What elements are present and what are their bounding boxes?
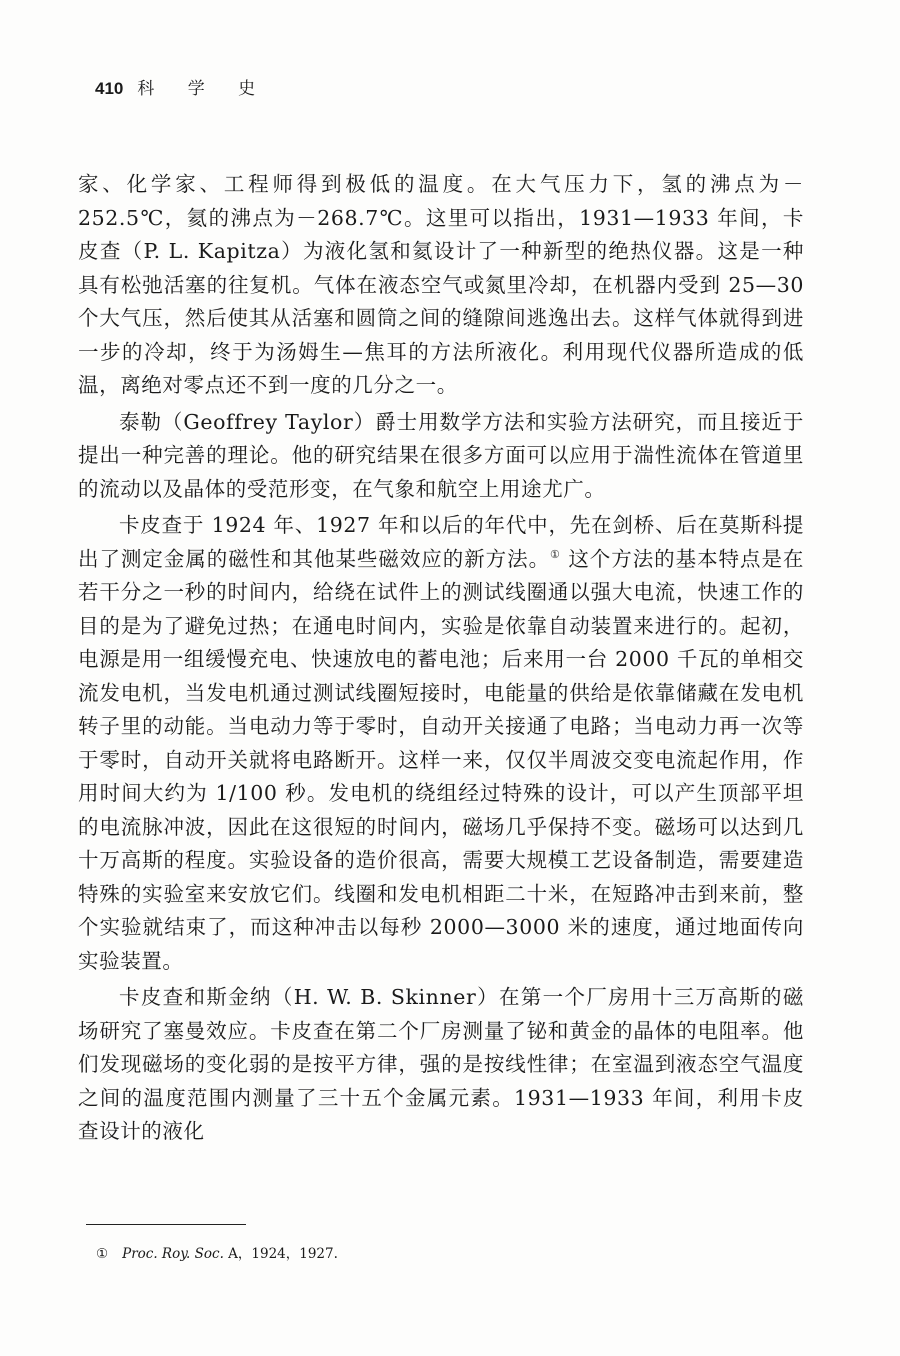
footnote-reference-mark: ① (550, 547, 561, 561)
running-title: 科 学 史 (137, 79, 270, 99)
paragraph-3 (78, 509, 804, 978)
running-head (95, 74, 269, 99)
page-number: 410 (95, 79, 124, 98)
footnote (96, 1242, 338, 1262)
footnote-citation (122, 1242, 338, 1262)
paragraph-2: 泰勒（Geoffrey Taylor）爵士用数学方法和实验方法研究，而且接近于提出一种完善的理论。他的研究结果在很多方面可以应用于湍性流体在管道里的流动以及晶体的受范形变，在气象和航空上用途尤广。 (78, 409, 804, 501)
footnote-source: Proc. Roy. Soc. (122, 1246, 224, 1262)
paragraph-3-text-a: 卡皮查于 1924 年、1927 年和以后的年代中，先在剑桥、后在莫斯科提出了测定金属的磁性和其他某些磁效应的新方法。 (78, 513, 804, 571)
footnote-detail: A，1924，1927. (223, 1246, 338, 1262)
paragraph-1: 家、化学家、工程师得到极低的温度。在大气压力下，氢的沸点为－252.5℃，氦的沸点为－268.7℃。这里可以指出，1931—1933 年间，卡皮查（P. L. Kapitza）为液化氢和氦设计了一种新型的绝热仪器。这是一种具有松弛活塞的往复机。气体在液态空气或氮里冷却，在机器内受到 25—30 个大气压，然后使其从活塞和圆筒之间的缝隙间逃逸出去。这样气体就得到进一步的冷却，终于为汤姆生—焦耳的方法所液化。利用现代仪器所造成的低温，离绝对零点还不到一度的几分之一。 (78, 172, 804, 397)
body-text (78, 168, 804, 1149)
footnote-mark: ① (96, 1246, 109, 1262)
footnote-divider (86, 1224, 246, 1225)
paragraph-3-text-b: 这个方法的基本特点是在若干分之一秒的时间内，给绕在试件上的测试线圈通以强大电流，快速工作的目的是为了避免过热；在通电时间内，实验是依靠自动装置来进行的。起初，电源是用一组缓慢充电、快速放电的蓄电池；后来用一台 2000 千瓦的单相交流发电机，当发电机通过测试线圈短接时，电能量的供给是依靠储藏在发电机转子里的动能。当电动力等于零时，自动开关接通了电路；当电动力再一次等于零时，自动开关就将电路断开。这样一来，仅仅半周波交变电流起作用，作用时间大约为 1/100 秒。发电机的绕组经过特殊的设计，可以产生顶部平坦的电流脉冲波，因此在这很短的时间内，磁场几乎保持不变。磁场可以达到几十万高斯的程度。实验设备的造价很高，需要大规模工艺设备制造，需要建造特殊的实验室来安放它们。线圈和发电机相距二十米，在短路冲击到来前，整个实验就结束了，而这种冲击以每秒 2000—3000 米的速度，通过地面传向实验装置。 (78, 546, 805, 973)
paragraph-4: 卡皮查和斯金纳（H. W. B. Skinner）在第一个厂房用十三万高斯的磁场研究了塞曼效应。卡皮查在第二个厂房测量了铋和黄金的晶体的电阻率。他们发现磁场的变化弱的是按平方律，强的是按线性律；在室温到液态空气温度之间的温度范围内测量了三十五个金属元素。1931—1933 年间，利用卡皮查设计的液化 (78, 985, 804, 1143)
